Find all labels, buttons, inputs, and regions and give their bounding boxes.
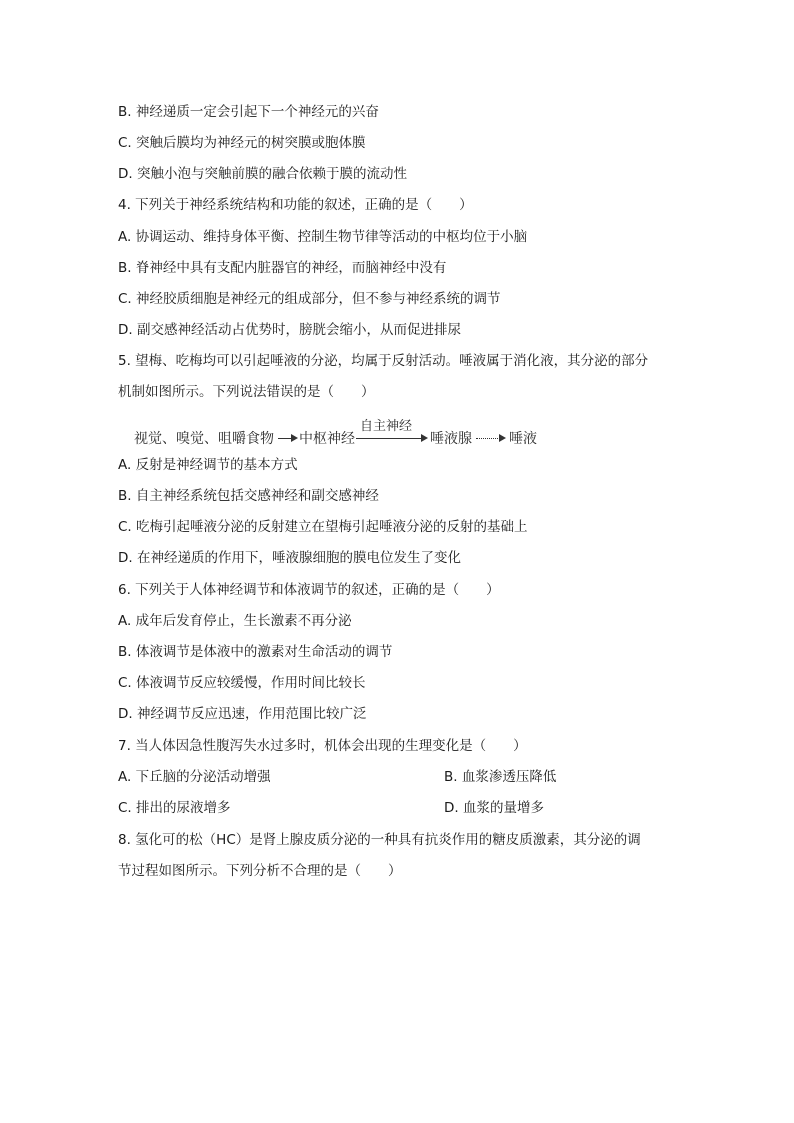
stimulus-label: 视觉、嗅觉、咀嚼食物 [134,431,274,447]
gland-label: 唾液腺 [430,431,472,447]
q6-option-c: C. 体液调节反应较缓慢，作用时间比较长 [118,675,366,691]
q5-stem-line1: 5. 望梅、吃梅均可以引起唾液的分泌，均属于反射活动。唾液属于消化液，其分泌的部分 [118,353,649,369]
arrow-to-center [278,438,292,439]
q5-option-a: A. 反射是神经调节的基本方式 [118,457,298,473]
q4-option-a: A. 协调运动、维持身体平衡、控制生物节律等活动的中枢均位于小脑 [118,229,528,245]
q7-option-c: C. 排出的尿液增多 [118,800,231,816]
q3-option-d: D. 突触小泡与突触前膜的融合依赖于膜的流动性 [118,166,407,182]
q6-option-b: B. 体液调节是体液中的激素对生命活动的调节 [118,644,393,660]
arrowhead-3 [499,434,506,442]
q8-stem-line1: 8. 氢化可的松（HC）是肾上腺皮质分泌的一种具有抗炎作用的糖皮质激素，其分泌的调 [118,832,641,848]
arrow-to-product [476,438,500,439]
q3-option-b: B. 神经递质一定会引起下一个神经元的兴奋 [118,104,379,120]
q7-option-b: B. 血浆渗透压降低 [444,769,557,785]
q5-option-c: C. 吃梅引起唾液分泌的反射建立在望梅引起唾液分泌的反射的基础上 [118,519,528,535]
q7-option-a: A. 下丘脑的分泌活动增强 [118,769,271,785]
q5-option-b: B. 自主神经系统包括交感神经和副交感神经 [118,488,379,504]
arrowhead-2 [421,434,428,442]
q6-stem: 6. 下列关于人体神经调节和体液调节的叙述，正确的是（ ） [118,582,500,598]
q4-option-c: C. 神经胶质细胞是神经元的组成部分，但不参与神经系统的调节 [118,291,501,307]
q5-option-d: D. 在神经递质的作用下，唾液腺细胞的膜电位发生了变化 [118,550,461,566]
arrowhead-1 [291,434,298,442]
q4-option-d: D. 副交感神经活动占优势时，膀胱会缩小，从而促进排尿 [118,322,461,338]
pathway-label: 自主神经 [360,419,413,434]
q6-option-d: D. 神经调节反应迅速，作用范围比较广泛 [118,706,367,722]
q4-stem: 4. 下列关于神经系统结构和功能的叙述，正确的是（ ） [118,197,473,213]
q5-stem-line2: 机制如图所示。下列说法错误的是（ ） [118,384,375,400]
saliva-secretion-diagram [134,418,554,448]
product-label: 唾液 [509,431,537,447]
q3-option-c: C. 突触后膜均为神经元的树突膜或胞体膜 [118,135,366,151]
q6-option-a: A. 成年后发育停止，生长激素不再分泌 [118,613,352,629]
q4-option-b: B. 脊神经中具有支配内脏器官的神经，而脑神经中没有 [118,260,447,276]
arrow-to-gland [356,438,422,439]
q7-option-d: D. 血浆的量增多 [444,800,544,816]
q7-stem: 7. 当人体因急性腹泻失水过多时，机体会出现的生理变化是（ ） [118,738,527,754]
q8-stem-line2: 节过程如图所示。下列分析不合理的是（ ） [118,863,402,879]
center-label: 中枢神经 [299,431,355,447]
